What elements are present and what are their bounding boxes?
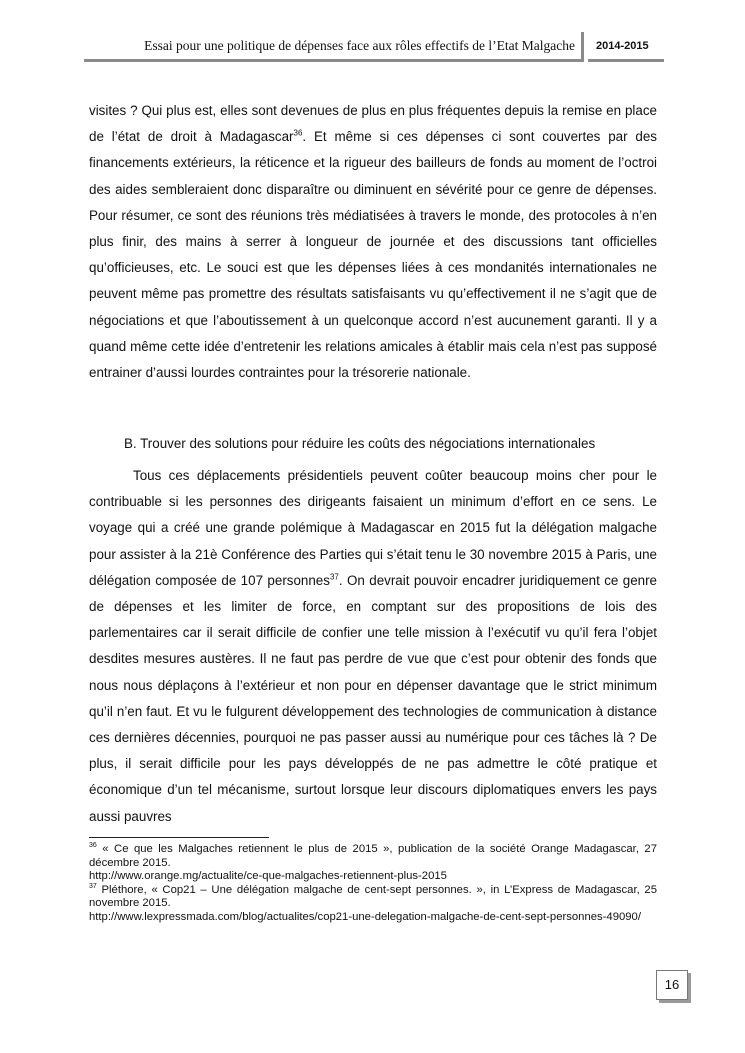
footnote-separator	[89, 837, 269, 838]
paragraph-1	[89, 98, 657, 386]
paragraph-1-text-b: . Et même si ces dépenses ci sont couvertes par des financements extérieurs, la réticence et la rigueur des bailleurs de fonds au moment de l’octroi des aides sembleraient donc disparaître ou diminuent en sévérité pour ce genre de dépenses. Pour résumer, ce sont des réunions très médiatisées à travers le monde, des protocoles à n’en plus finir, des mains à serrer à longueur de journée et des discussions tant officielles qu’officieuses, etc. Le souci est que les dépenses liées à ces mondanités internationales ne peuvent même pas promettre des résultats satisfaisants vu qu’effectivement il ne s’agit que de négociations et que l’aboutissement à un quelconque accord n’est aucunement garanti. Il y a quand même cette idée d’entretenir les relations amicales à établir mais cela n’est pas supposé entrainer d’aussi lourdes contraintes pour la trésorerie nationale.	[89, 129, 657, 381]
paragraph-2	[89, 463, 657, 830]
footnote-number: 36	[89, 842, 97, 850]
footnote-36-url[interactable]: http://www.orange.mg/actualite/ce-que-malgaches-retiennent-plus-2015	[89, 870, 447, 882]
running-header	[84, 32, 664, 64]
footnote-text: Pléthore, « Cop21 – Une délégation malgache de cent-sept personnes. », in L’Express de Madagascar, 25 novembre 2015.	[89, 883, 657, 909]
paragraph-2-text-a: Tous ces déplacements présidentiels peuvent coûter beaucoup moins cher pour le contribuable si les personnes des dirigeants faisaient un minimum d’effort en ce sens. Le voyage qui a créé une grande polémique à Madagascar en 2015 fut la délégation malgache pour assister à la 21è Conférence des Parties qui s’était tenu le 30 novembre 2015 à Paris, une délégation composée de 107 personnes	[89, 468, 657, 588]
page-number: 16	[656, 970, 688, 1000]
footnote-37-url[interactable]: http://www.lexpressmada.com/blog/actualites/cop21-une-delegation-malgache-de-cent-sept-personnes-49090/	[89, 910, 641, 923]
paragraph-1-text-a: visites ? Qui plus est, elles sont devenues de plus en plus fréquentes depuis la remise en place de l’état de droit à Madagascar	[89, 103, 657, 145]
section-heading: B. Trouver des solutions pour réduire les coûts des négociations internationales	[124, 436, 596, 451]
footnotes	[89, 843, 657, 924]
footnote-37	[89, 884, 657, 911]
footnote-ref-37[interactable]: 37	[329, 572, 339, 582]
footnote-number: 37	[89, 882, 97, 890]
footnote-36	[89, 843, 657, 870]
footnote-text: « Ce que les Malgaches retiennent le plus de 2015 », publication de la société Orange Madagascar, 27 décembre 2015.	[89, 843, 657, 869]
header-title: Essai pour une politique de dépenses face aux rôles effectifs de l’Etat Malgache	[84, 32, 584, 62]
paragraph-2-text-b: . On devrait pouvoir encadrer juridiquement ce genre de dépenses et les limiter de force, en comptant sur des propositions de lois des parlementaires car il serait difficile de confier une telle mission à l’exécutif vu qu’il fera l’objet desdites mesures austères. Il ne faut pas perdre de vue que c’est pour obtenir des fonds que nous nous déplaçons à l’extérieur et non pour en dépenser davantage que le strict minimum qu’il n’en faut. Et vu le fulgurent développement des technologies de communication à distance ces dernières décennies, pourquoi ne pas passer aussi au numérique pour ces tâches là ? De plus, il serait difficile pour les pays développés de ne pas admettre le côté pratique et économique d’un tel mécanisme, surtout lorsque leur discours diplomatiques envers les pays aussi pauvres	[89, 572, 658, 824]
footnote-ref-36[interactable]: 36	[293, 128, 303, 138]
header-year: 2014-2015	[588, 32, 664, 62]
